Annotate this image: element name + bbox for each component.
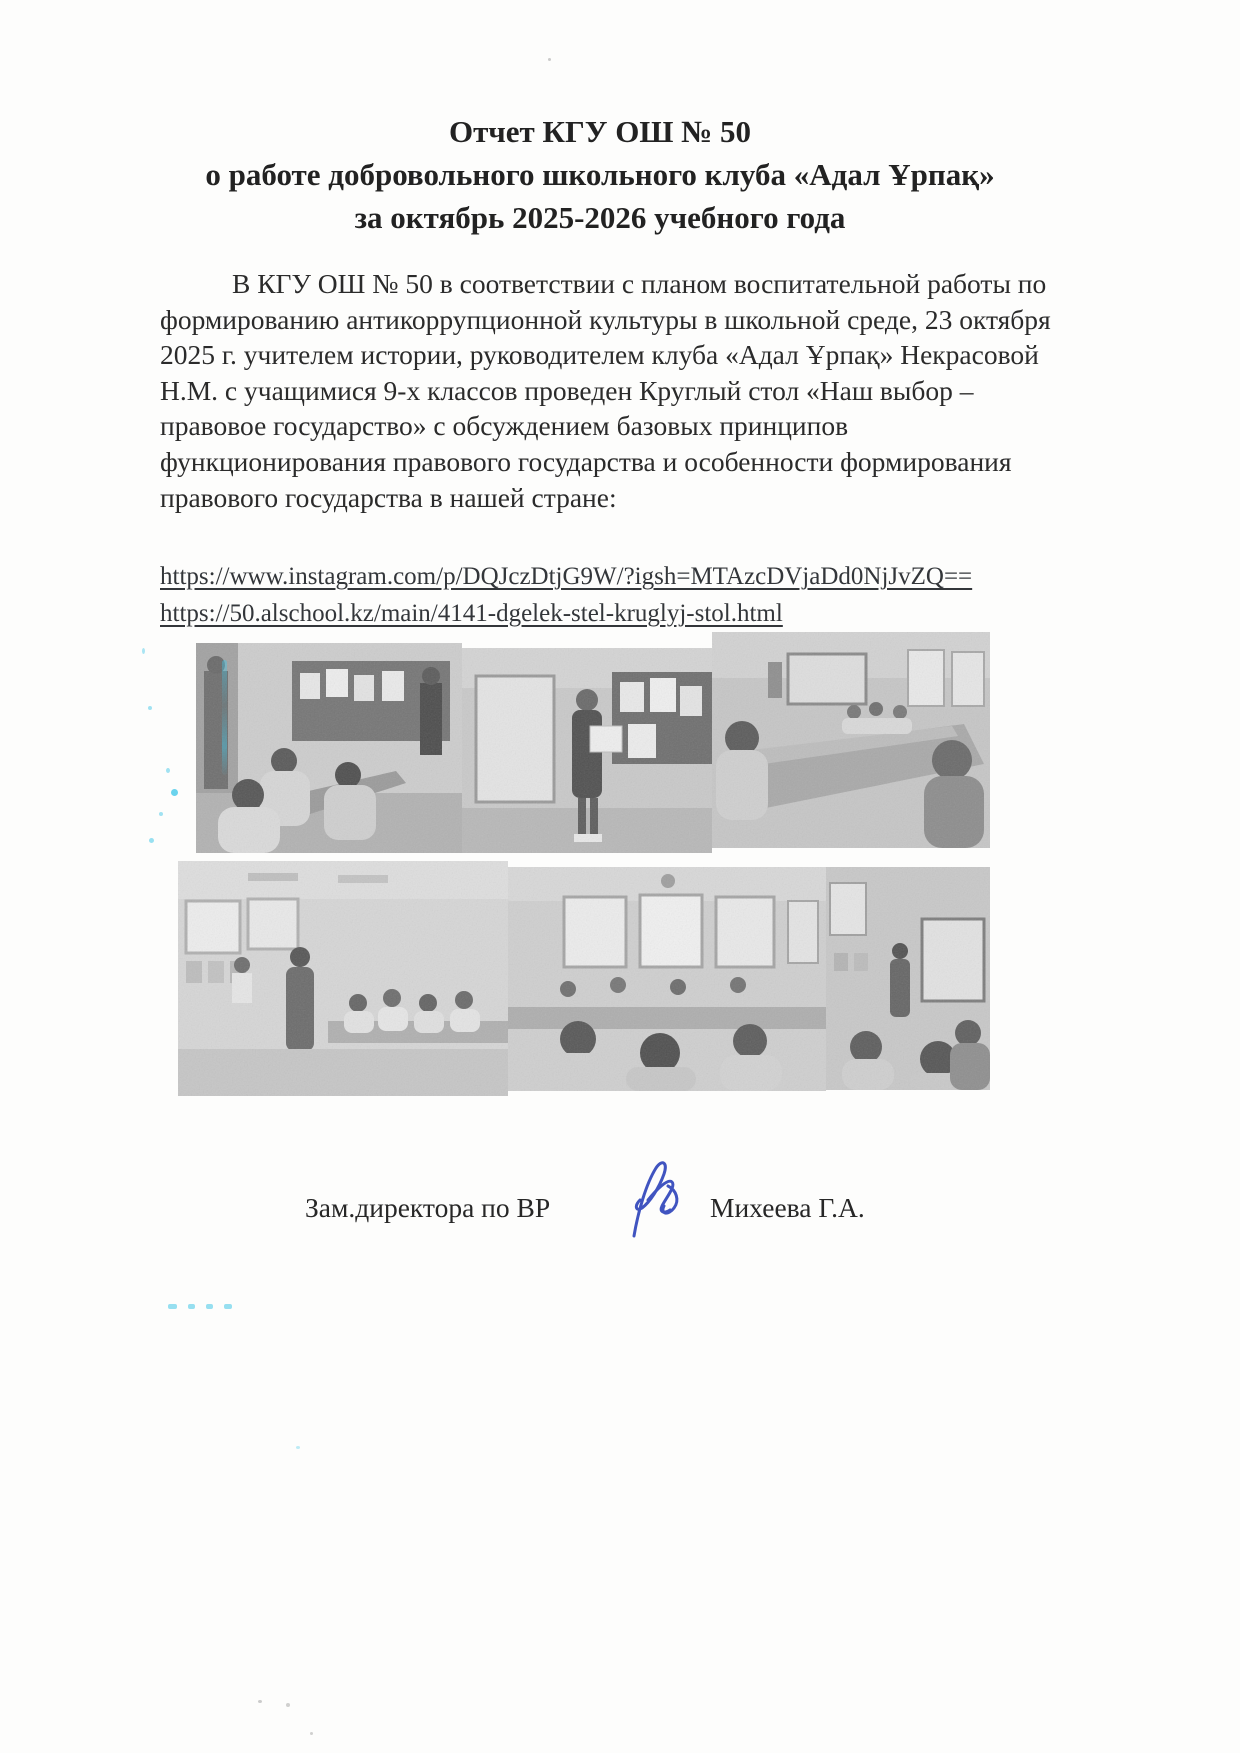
scan-artifact: [286, 1703, 290, 1707]
scan-artifact: [171, 789, 178, 796]
report-title-line-3: за октябрь 2025-2026 учебного года: [354, 200, 846, 235]
body-line: Н.М. с учащимися 9-х классов проведен Круглый стол «Наш выбор –: [160, 374, 974, 406]
scan-artifact-cyan-dashes: [168, 1300, 243, 1314]
scan-artifact: [148, 706, 152, 710]
body-line: правовое государство» с обсуждением базовых принципов: [160, 410, 849, 442]
scan-artifact: [159, 812, 163, 816]
body-line: формированию антикоррупционной культуры в школьной среде, 23 октября: [160, 303, 1051, 335]
body-line: 2025 г. учителем истории, руководителем клуба «Адал Ұрпақ» Некрасовой: [160, 339, 1039, 371]
signature-name: Михеева Г.А.: [710, 1192, 865, 1223]
report-title-line-2: о работе добровольного школьного клуба «Адал Ұрпақ»: [205, 157, 995, 192]
signature-row: [0, 1178, 1240, 1288]
event-links: [160, 559, 1060, 632]
event-photo-3: [712, 632, 990, 848]
scan-artifact: [548, 58, 551, 61]
signature-autograph: [612, 1150, 704, 1250]
event-photo-1: [196, 643, 462, 853]
scan-artifact: [142, 648, 145, 654]
instagram-link[interactable]: https://www.instagram.com/p/DQJczDtjG9W/?igsh=MTAzcDVjaDd0NjJvZQ==: [160, 563, 973, 590]
event-photo-5: [508, 867, 826, 1091]
scan-artifact: [149, 838, 154, 843]
event-photo-2: [462, 648, 712, 853]
event-photo-4: [178, 861, 508, 1096]
body-line: функционирования правового государства и особенности формирования: [160, 445, 1012, 477]
school-site-link[interactable]: https://50.alschool.kz/main/4141-dgelek-stel-kruglyj-stol.html: [160, 599, 783, 627]
scan-artifact-cyan-streak: [222, 660, 227, 775]
report-title-line-1: Отчет КГУ ОШ № 50: [448, 114, 752, 149]
event-photo-6: [826, 867, 990, 1090]
scan-artifact: [310, 1732, 313, 1735]
scan-artifact: [296, 1446, 300, 1449]
scan-artifact: [166, 768, 170, 773]
report-body-paragraph: [160, 266, 1060, 515]
signature-role-label: Зам.директора по ВР: [305, 1192, 551, 1223]
scan-artifact: [258, 1700, 262, 1703]
report-title: [140, 110, 1060, 239]
body-line: правового государства в нашей стране:: [160, 481, 617, 513]
body-line: В КГУ ОШ № 50 в соответствии с планом воспитательной работы по: [232, 268, 1047, 299]
